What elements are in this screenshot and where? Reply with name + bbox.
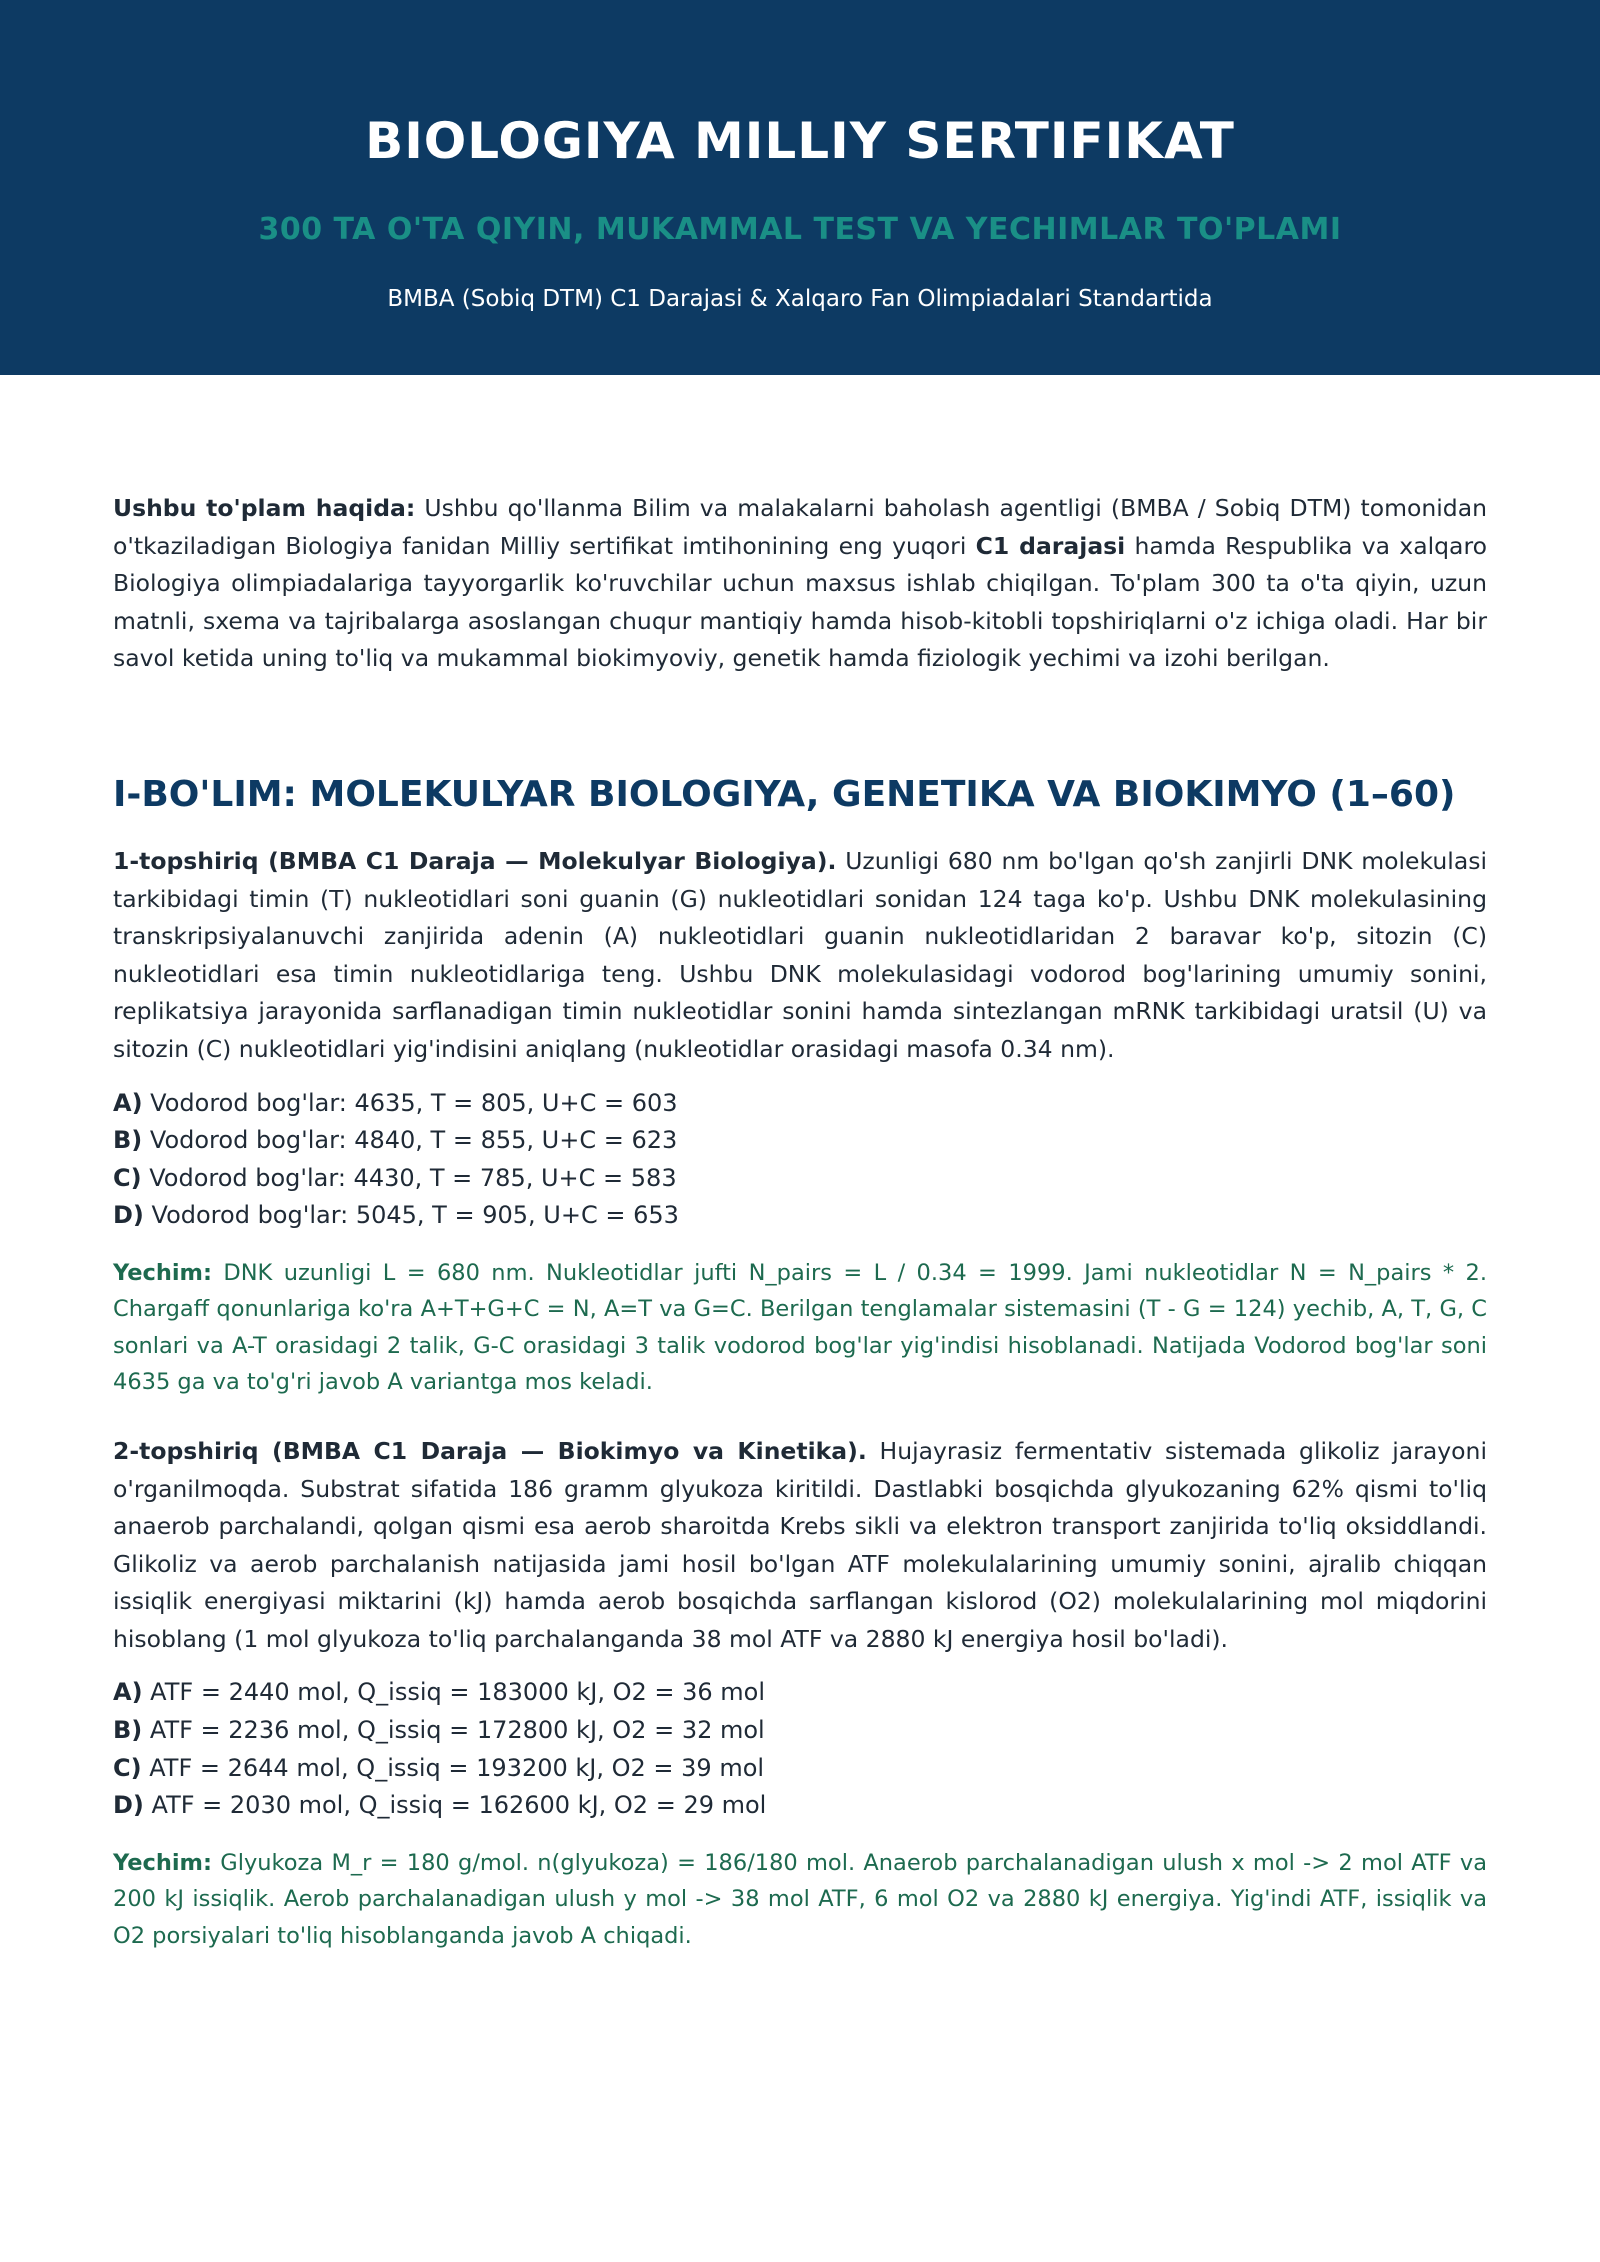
option-letter: C) bbox=[113, 1753, 142, 1782]
about-paragraph bbox=[113, 490, 1487, 678]
option-text: Vodorod bog'lar: 5045, T = 905, U+C = 653 bbox=[143, 1201, 679, 1230]
answer-options bbox=[113, 1085, 1487, 1235]
option-text: ATF = 2440 mol, Q_issiq = 183000 kJ, O2 = 36 mol bbox=[142, 1678, 765, 1707]
solution-text: Glyukoza M_r = 180 g/mol. n(glyukoza) = 186/180 mol. Anaerob parchalanadigan ulush x mol -> 2 mol ATF va 200 kJ issiqlik. Aerob parchalanadigan ulush y mol -> 38 mol ATF, 6 mol O2 va 2880 kJ energiya. Yig'indi ATF, issiqlik va O2 porsiyalari to'liq hisoblanganda javob A chiqadi. bbox=[113, 1849, 1487, 1949]
solution-label: Yechim: bbox=[113, 1849, 212, 1876]
document-header bbox=[0, 0, 1600, 375]
option-letter: A) bbox=[113, 1678, 143, 1707]
answer-option-d bbox=[113, 1787, 1487, 1825]
answer-option-c bbox=[113, 1160, 1487, 1198]
option-text: Vodorod bog'lar: 4430, T = 785, U+C = 583 bbox=[141, 1163, 677, 1192]
document-body bbox=[113, 490, 1487, 1986]
task-heading: 1-topshiriq (BMBA C1 Daraja — Molekulyar Biologiya). bbox=[113, 846, 837, 875]
task-question bbox=[113, 1433, 1487, 1659]
task-heading: 2-topshiriq (BMBA C1 Daraja — Biokimyo va Kinetika). bbox=[113, 1436, 867, 1465]
document-tagline: BMBA (Sobiq DTM) C1 Darajasi & Xalqaro Fan Olimpiadalari Standartida bbox=[387, 286, 1213, 312]
solution-label: Yechim: bbox=[113, 1259, 212, 1286]
answer-option-b bbox=[113, 1122, 1487, 1160]
answer-options bbox=[113, 1674, 1487, 1824]
about-level-highlight: C1 darajasi bbox=[975, 531, 1126, 560]
solution-text: DNK uzunligi L = 680 nm. Nukleotidlar jufti N_pairs = L / 0.34 = 1999. Jami nukleotidlar N = N_pairs * 2. Chargaff qonunlariga ko'ra A+T+G+C = N, A=T va G=C. Berilgan tenglamalar sistemasini (T - G = 124) yechib, A, T, G, C sonlari va A-T orasidagi 2 talik, G-C orasidagi 3 talik vodorod bog'lar yig'indisi hisoblanadi. Natijada Vodorod bog'lar soni 4635 ga va to'g'ri javob A variantga mos keladi. bbox=[113, 1259, 1487, 1396]
answer-option-b bbox=[113, 1712, 1487, 1750]
option-letter: A) bbox=[113, 1088, 143, 1117]
option-text: ATF = 2236 mol, Q_issiq = 172800 kJ, O2 = 32 mol bbox=[142, 1716, 765, 1745]
task-question bbox=[113, 843, 1487, 1069]
task-block bbox=[113, 1433, 1487, 1954]
about-text-part-1: Ushbu qo'llanma Bilim va malakalarni baholash agentligi (BMBA / Sobiq DTM) tomonidan o'tkaziladigan Biologiya fanidan Milliy sertifikat imtihonining eng yuqori bbox=[113, 494, 1487, 560]
option-letter: D) bbox=[113, 1791, 144, 1820]
task-text: Uzunligi 680 nm bo'lgan qo'sh zanjirli DNK molekulasi tarkibidagi timin (T) nukleotidlari soni guanin (G) nukleotidlari sonidan 124 taga ko'p. Ushbu DNK molekulasining transkripsiyalanuvchi zanjirida adenin (A) nukleotidlari guanin nukleotidlaridan 2 baravar ko'p, sitozin (C) nukleotidlari esa timin nukleotidlariga teng. Ushbu DNK molekulasidagi vodorod bog'larining umumiy sonini, replikatsiya jarayonida sarflanadigan timin nukleotidlar sonini hamda sintezlangan mRNK tarkibidagi uratsil (U) va sitozin (C) nukleotidlari yig'indisini aniqlang (nukleotidlar orasidagi masofa 0.34 nm). bbox=[113, 846, 1487, 1063]
answer-option-d bbox=[113, 1197, 1487, 1235]
option-letter: B) bbox=[113, 1716, 143, 1745]
option-text: Vodorod bog'lar: 4840, T = 855, U+C = 623 bbox=[142, 1126, 678, 1155]
about-label: Ushbu to'plam haqida: bbox=[113, 494, 416, 522]
option-letter: C) bbox=[113, 1163, 142, 1192]
task-block bbox=[113, 843, 1487, 1401]
section-title: I-BO'LIM: MOLEKULYAR BIOLOGIYA, GENETIKA VA BIOKIMYO (1–60) bbox=[113, 773, 1456, 815]
document-title: BIOLOGIYA MILLIY SERTIFIKAT bbox=[365, 112, 1235, 170]
answer-option-c bbox=[113, 1750, 1487, 1788]
solution-paragraph bbox=[113, 1255, 1487, 1401]
option-text: ATF = 2030 mol, Q_issiq = 162600 kJ, O2 = 29 mol bbox=[143, 1791, 767, 1820]
about-text-part-2: hamda Respublika va xalqaro Biologiya olimpiadalariga tayyorgarlik ko'ruvchilar uchun maxsus ishlab chiqilgan. To'plam 300 ta o'ta qiyin, uzun matnli, sxema va tajribalarga asoslangan chuqur mantiqiy hamda hisob-kitobli topshiriqlarni o'z ichiga oladi. Har bir savol ketida uning to'liq va mukammal biokimyoviy, genetik hamda fiziologik yechimi va izohi berilgan. bbox=[113, 531, 1487, 673]
option-letter: B) bbox=[113, 1126, 143, 1155]
option-text: Vodorod bog'lar: 4635, T = 805, U+C = 603 bbox=[142, 1088, 678, 1117]
option-letter: D) bbox=[113, 1201, 144, 1230]
task-text: Hujayrasiz fermentativ sistemada glikoliz jarayoni o'rganilmoqda. Substrat sifatida 186 gramm glyukoza kiritildi. Dastlabki bosqichda glyukozaning 62% qismi to'liq anaerob parchalandi, qolgan qismi esa aerob sharoitda Krebs sikli va elektron transport zanjirida to'liq oksiddlandi. Glikoliz va aerob parchalanish natijasida jami hosil bo'lgan ATF molekulalarining umumiy sonini, ajralib chiqqan issiqlik energiyasi miktarini (kJ) hamda aerob bosqichda sarflangan kislorod (O2) molekulalarining mol miqdorini hisoblang (1 mol glyukoza to'liq parchalanganda 38 mol ATF va 2880 kJ energiya hosil bo'ladi). bbox=[113, 1436, 1487, 1653]
solution-paragraph bbox=[113, 1845, 1487, 1955]
document-subtitle: 300 TA O'TA QIYIN, MUKAMMAL TEST VA YECHIMLAR TO'PLAMI bbox=[258, 212, 1342, 247]
answer-option-a bbox=[113, 1674, 1487, 1712]
option-text: ATF = 2644 mol, Q_issiq = 193200 kJ, O2 = 39 mol bbox=[141, 1753, 765, 1782]
answer-option-a bbox=[113, 1085, 1487, 1123]
